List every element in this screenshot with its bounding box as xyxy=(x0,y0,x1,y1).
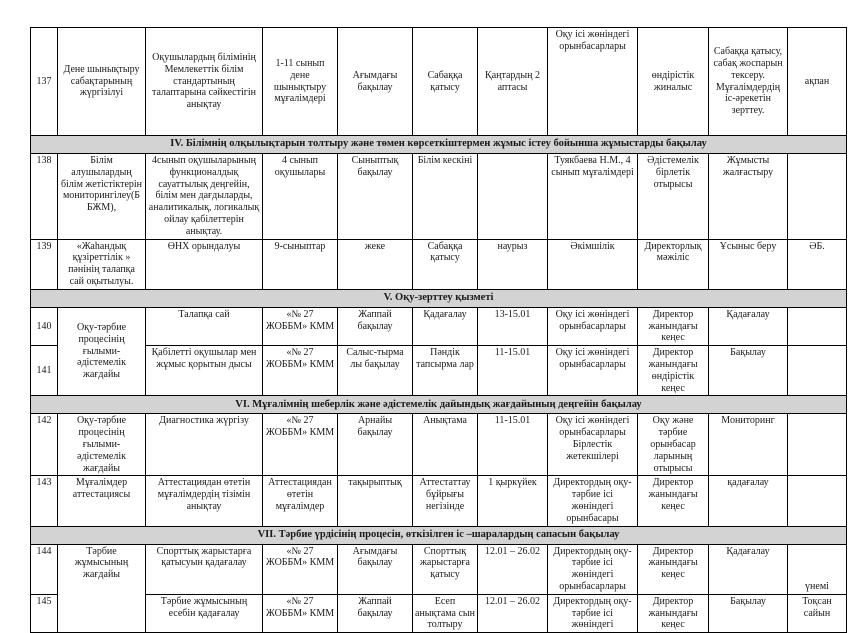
table-cell: Директор жанындағы кеңес xyxy=(638,594,709,632)
table-cell: Диагностика жүргізу xyxy=(146,414,263,476)
table-cell: Салыс-тырма лы бақылау xyxy=(338,346,413,396)
table-cell: Директор жанындағы кеңес xyxy=(638,307,709,345)
table-cell: Спорттық жарыстарға қатысуын қадағалау xyxy=(146,544,263,594)
table-cell: Аттестациядан өтетін мұғалімдердің тізімін анықтау xyxy=(146,476,263,526)
table-cell: Пәндік тапсырма лар xyxy=(413,346,478,396)
table-cell: Есеп анықтама сын толтыру xyxy=(413,594,478,632)
table-cell: «№ 27 ЖОББМ» КММ xyxy=(263,594,338,632)
section-header: VI. Мұғалімнің шеберлік және әдістемелік дайындық жағдайының деңгейін бақылау xyxy=(31,396,847,414)
table-cell: Сабаққа қатысу xyxy=(413,239,478,289)
table-cell: Тоқсан сайын xyxy=(788,594,847,632)
table-cell: Арнайы бақылау xyxy=(338,414,413,476)
table-cell: Әдістемелік бірлетік отырысы xyxy=(638,154,709,240)
table-cell: 11-15.01 xyxy=(478,346,548,396)
table-cell: үнемі xyxy=(788,544,847,594)
section-header-row xyxy=(31,289,847,307)
row-number-cell: 137 xyxy=(31,28,58,136)
table-row xyxy=(31,239,847,289)
table-cell: Оқу ісі жөніндегі орынбасарлары xyxy=(548,28,638,136)
table-cell: 4сынып оқушыларының функционалдық сауаттылық деңгейін, білім мен дағдыларды, аналитикалық, логикалық ойлау қабілеттерін анықтау. xyxy=(146,154,263,240)
table-cell: Бақылау xyxy=(709,594,788,632)
table-cell: Әкімшілік xyxy=(548,239,638,289)
table-cell: Директор жанындағы өндірістік кеңес xyxy=(638,346,709,396)
table-cell: Ұсыныс беру xyxy=(709,239,788,289)
school-control-plan-table xyxy=(30,27,847,633)
table-row xyxy=(31,28,847,136)
table-cell: өндірістік жиналыс xyxy=(638,28,709,136)
table-cell: Жұмысты жалғастыру xyxy=(709,154,788,240)
table-cell: Ағымдағы бақылау xyxy=(338,544,413,594)
row-number-cell: 139 xyxy=(31,239,58,289)
table-cell: 11-15.01 xyxy=(478,414,548,476)
table-cell: жеке xyxy=(338,239,413,289)
table-cell: «№ 27 ЖОББМ» КММ xyxy=(263,307,338,345)
table-cell: Қадағалау xyxy=(709,544,788,594)
table-cell: «№ 27 ЖОББМ» КММ xyxy=(263,414,338,476)
table-cell: «№ 27 ЖОББМ» КММ xyxy=(263,346,338,396)
table-row xyxy=(31,154,847,240)
table-cell: Оқу-тәрбие процесінің ғылыми-әдістемелік жағдайы xyxy=(58,414,146,476)
table-cell xyxy=(788,307,847,345)
table-cell: қадағалау xyxy=(709,476,788,526)
table-cell: Директор жанындағы кеңес xyxy=(638,476,709,526)
table-cell: Оқушылардың білімінің Мемлекеттік білім стандартының талаптарына сәйкестігін анықтау xyxy=(146,28,263,136)
table-cell: Директордың оқу-тәрбие ісі жөніндегі орынбасарлары xyxy=(548,544,638,594)
table-cell: Дене шынықтыру сабақтарының жүргізілуі xyxy=(58,28,146,136)
row-number-cell: 143 xyxy=(31,476,58,526)
row-number-cell: 145 xyxy=(31,594,58,632)
table-cell: Директордың оқу-тәрбие ісі жөніндегі xyxy=(548,594,638,632)
table-cell: 4 сынып оқушылары xyxy=(263,154,338,240)
table-cell: Оқу-тәрбие процесінің ғылыми-әдістемелік жағдайы xyxy=(58,307,146,396)
table-cell: Жаппай бақылау xyxy=(338,594,413,632)
table-row xyxy=(31,346,847,396)
table-cell: Сыныптық бақылау xyxy=(338,154,413,240)
table-row xyxy=(31,414,847,476)
table-cell: Аттестаттау бұйрығы негізінде xyxy=(413,476,478,526)
table-cell: Ағымдағы бақылау xyxy=(338,28,413,136)
table-cell xyxy=(788,414,847,476)
table-row xyxy=(31,594,847,632)
table-cell: Аттестациядан өтетін мұғалімдер xyxy=(263,476,338,526)
table-cell: Оқу ісі жөніндегі орынбасарлары xyxy=(548,346,638,396)
table-cell: Мониторинг xyxy=(709,414,788,476)
table-cell: Оқу ісі жөніндегі орынбасарлары Бірлестік жетекшілері xyxy=(548,414,638,476)
section-header: VII. Тәрбие үрдісінің процесін, өткізілген іс –шаралардың сапасын бақылау xyxy=(31,526,847,544)
table-cell: Тәрбие жұмысының есебін қадағалау xyxy=(146,594,263,632)
table-cell: Директордың оқу-тәрбие ісі жөніндегі орынбасары xyxy=(548,476,638,526)
table-cell: Мұғалімдер аттестациясы xyxy=(58,476,146,526)
table-cell: Оқу ісі жөніндегі орынбасарлары xyxy=(548,307,638,345)
table-row xyxy=(31,476,847,526)
table-cell: Директорлық мәжіліс xyxy=(638,239,709,289)
table-cell: Талапқа сай xyxy=(146,307,263,345)
table-cell: Білім алушылардың білім жетістіктерін мониторингілеу(Б БЖМ), xyxy=(58,154,146,240)
table-cell: Жаппай бақылау xyxy=(338,307,413,345)
table-cell: 1 қыркүйек xyxy=(478,476,548,526)
table-cell: Тәрбие жұмысының жағдайы xyxy=(58,544,146,633)
table-cell: 1-11 сынып дене шынықтыру мұғалімдері xyxy=(263,28,338,136)
section-header: V. Оқу-зерттеу қызметі xyxy=(31,289,847,307)
table-cell: Директор жанындағы кеңес xyxy=(638,544,709,594)
table-cell: тақырыптық xyxy=(338,476,413,526)
section-header-row xyxy=(31,136,847,154)
table-cell: ӘБ. xyxy=(788,239,847,289)
table-cell: наурыз xyxy=(478,239,548,289)
table-cell: Оқу және тәрбие орынбасар ларының отырысы xyxy=(638,414,709,476)
table-cell: Туякбаева Н.М., 4 сынып мұғалімдері xyxy=(548,154,638,240)
row-number-cell: 140 xyxy=(31,307,58,345)
table-cell: Спорттық жарыстарға қатысу xyxy=(413,544,478,594)
table-cell xyxy=(478,154,548,240)
table-cell: ӨНХ орындалуы xyxy=(146,239,263,289)
table-cell: Қадағалау xyxy=(709,307,788,345)
table-cell: Қаңтардың 2 аптасы xyxy=(478,28,548,136)
row-number-cell: 138 xyxy=(31,154,58,240)
section-header-row xyxy=(31,526,847,544)
table-cell: Анықтама xyxy=(413,414,478,476)
table-cell: Сабаққа қатысу xyxy=(413,28,478,136)
table-cell: 12.01 – 26.02 xyxy=(478,544,548,594)
table-cell: «Жаһандық құзіреттілік » пәнінің талапқа сай оқытылуы. xyxy=(58,239,146,289)
table-cell: «№ 27 ЖОББМ» КММ xyxy=(263,544,338,594)
table-row xyxy=(31,544,847,594)
table-cell: Білім кескіні xyxy=(413,154,478,240)
table-cell: Қадағалау xyxy=(413,307,478,345)
table-cell: Қабілетті оқушылар мен жұмыс қорытын дысы xyxy=(146,346,263,396)
table-cell xyxy=(788,346,847,396)
table-cell: Бақылау xyxy=(709,346,788,396)
table-cell: Сабаққа қатысу, сабақ жоспарын тексеру. Мұғалімдердің іс-әрекетін зерттеу. xyxy=(709,28,788,136)
table-cell: 9-сыныптар xyxy=(263,239,338,289)
section-header-row xyxy=(31,396,847,414)
table-cell: ақпан xyxy=(788,28,847,136)
row-number-cell: 142 xyxy=(31,414,58,476)
row-number-cell: 144 xyxy=(31,544,58,594)
table-row xyxy=(31,307,847,345)
table-cell xyxy=(788,154,847,240)
row-number-cell: 141 xyxy=(31,346,58,396)
table-cell xyxy=(788,476,847,526)
section-header: IV. Білімнің олқылықтарын толтыру және төмен көрсеткіштермен жұмыс істеу бойынша жұмыстарды бақылау xyxy=(31,136,847,154)
table-cell: 12.01 – 26.02 xyxy=(478,594,548,632)
table-cell: 13-15.01 xyxy=(478,307,548,345)
table-body xyxy=(31,28,847,633)
